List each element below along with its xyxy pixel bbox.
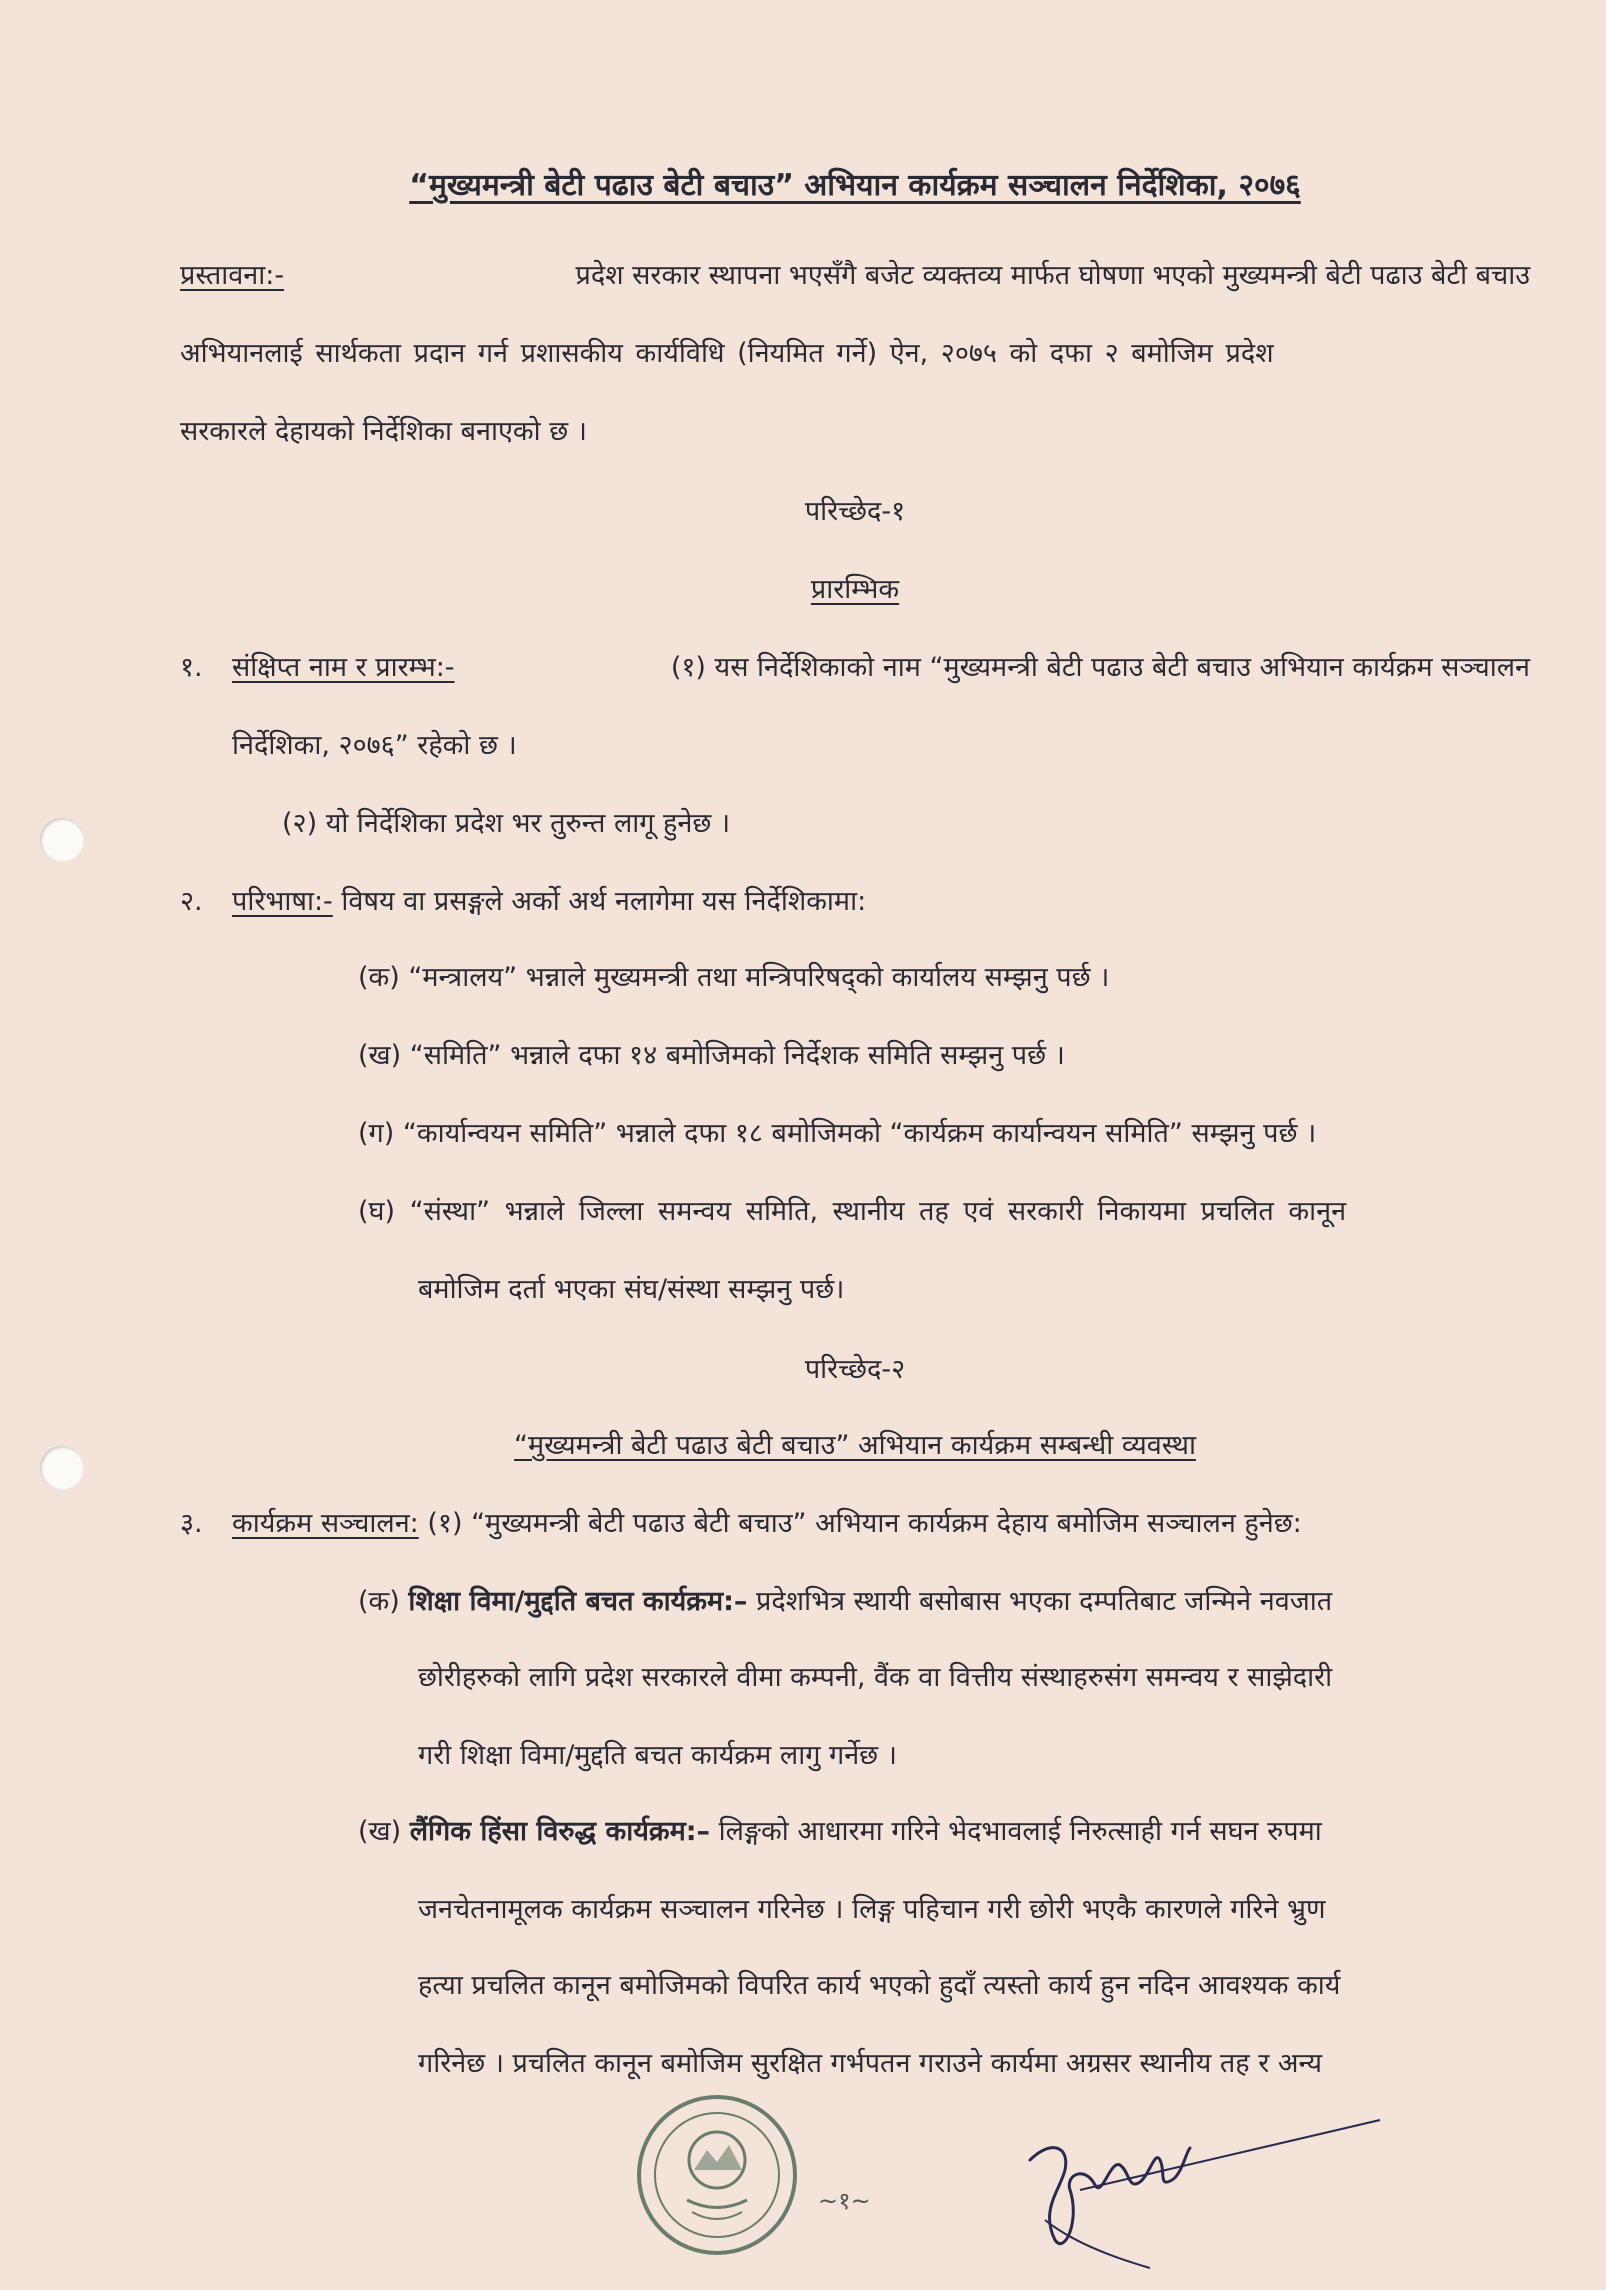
section-3-number: ३.: [180, 1508, 203, 1539]
clause-kha-line-1: [358, 1814, 1322, 1850]
preamble-line-2: अभियानलाई सार्थकता प्रदान गर्न प्रशासकीय कार्यविधि (नियमित गर्ने) ऐन, २०७५ को दफा २ बमोजिम प्रदेश: [180, 338, 1274, 369]
clause-kha-line-4: गरिनेछ । प्रचलित कानून बमोजिम सुरक्षित गर्भपतन गराउने कार्यमा अग्रसर स्थानीय तह र अन्य: [418, 2048, 1323, 2079]
official-seal: [632, 2090, 802, 2260]
clause-ka-line-1: [358, 1584, 1332, 1620]
chapter-2-heading: “मुख्यमन्त्री बेटी पढाउ बेटी बचाउ” अभियान कार्यक्रम सम्बन्धी व्यवस्था: [514, 1430, 1196, 1461]
document-title: “मुख्यमन्त्री बेटी पढाउ बेटी बचाउ” अभियान कार्यक्रम सञ्चालन निर्देशिका, २०७६: [409, 168, 1301, 203]
section-2-number: २.: [180, 886, 203, 917]
section-1-number: १.: [180, 652, 203, 683]
clause-kha-text-1: लिङ्गको आधारमा गरिने भेदभावलाई निरुत्साही गर्न सघन रुपमा: [718, 1816, 1322, 1847]
page-number: ~१~: [818, 2187, 871, 2215]
section-2-intro: विषय वा प्रसङ्गले अर्को अर्थ नलागेमा यस निर्देशिकामा:: [341, 886, 867, 917]
preamble-line-3: सरकारले देहायको निर्देशिका बनाएको छ ।: [180, 416, 587, 447]
clause-kha-line-2: जनचेतनामूलक कार्यक्रम सञ्चालन गरिनेछ । लिङ्ग पहिचान गरी छोरी भएकै कारणले गरिने भ्रुण: [418, 1894, 1326, 1925]
section-3-line-1: [232, 1506, 1302, 1542]
section-2-label: परिभाषा:-: [232, 886, 333, 917]
clause-ka-text-1: प्रदेशभित्र स्थायी बसोबास भएका दम्पतिबाट जन्मिने नवजात: [756, 1586, 1333, 1617]
preamble-line-1: [180, 258, 1530, 294]
punch-hole-bottom: [40, 1446, 84, 1490]
clause-ka-line-3: गरी शिक्षा विमा/मुद्दति बचत कार्यक्रम लागु गर्नेछ ।: [418, 1740, 897, 1771]
definition-ga: (ग) “कार्यान्वयन समिति” भन्नाले दफा १८ बमोजिमको “कार्यक्रम कार्यान्वयन समिति” सम्झनु पर्छ ।: [358, 1118, 1317, 1149]
clause-kha-line-3: हत्या प्रचलित कानून बमोजिमको विपरित कार्य भएको हुदाँ त्यस्तो कार्य हुन नदिन आवश्यक कार्य: [418, 1970, 1341, 2001]
clause-kha-marker: (ख): [358, 1816, 402, 1847]
chapter-1-heading: प्रारम्भिक: [810, 574, 900, 605]
clause-ka-title: शिक्षा विमा/मुद्दति बचत कार्यक्रम:–: [408, 1586, 748, 1617]
clause-ka-line-2: छोरीहरुको लागि प्रदेश सरकारले वीमा कम्पनी, वैंक वा वित्तीय संस्थाहरुसंग समन्वय र साझेदारी: [418, 1662, 1333, 1693]
section-3-label: कार्यक्रम सञ्चालन:: [232, 1508, 419, 1539]
chapter-2-number: परिच्छेद-२: [804, 1354, 906, 1385]
section-3-intro: (१) “मुख्यमन्त्री बेटी पढाउ बेटी बचाउ” अभियान कार्यक्रम देहाय बमोजिम सञ्चालन हुनेछ:: [427, 1508, 1302, 1539]
clause-kha-title: लैंगिक हिंसा विरुद्ध कार्यक्रम:–: [409, 1816, 711, 1847]
preamble-label: प्रस्तावना:-: [180, 260, 285, 291]
punch-hole-top: [40, 818, 84, 862]
section-1-text-1: (१) यस निर्देशिकाको नाम “मुख्यमन्त्री बेटी पढाउ बेटी बचाउ अभियान कार्यक्रम सञ्चालन: [670, 652, 1530, 683]
clause-ka-marker: (क): [358, 1586, 400, 1617]
definition-gha-line-2: बमोजिम दर्ता भएका संघ/संस्था सम्झनु पर्छ।: [418, 1274, 845, 1305]
preamble-text-1: प्रदेश सरकार स्थापना भएसँगै बजेट व्यक्तव्य मार्फत घोषणा भएको मुख्यमन्त्री बेटी पढाउ बेटी बचाउ: [575, 260, 1530, 291]
section-2-line-1: [232, 884, 866, 920]
signature: [1010, 2090, 1390, 2280]
definition-ka: (क) “मन्त्रालय” भन्नाले मुख्यमन्त्री तथा मन्त्रिपरिषद्को कार्यालय सम्झनु पर्छ ।: [358, 962, 1110, 993]
section-1-line-1: [232, 650, 1530, 686]
section-1-line-3: (२) यो निर्देशिका प्रदेश भर तुरुन्त लागू हुनेछ ।: [282, 808, 731, 839]
definition-kha: (ख) “समिति” भन्नाले दफा १४ बमोजिमको निर्देशक समिति सम्झनु पर्छ ।: [358, 1040, 1065, 1071]
definition-gha-line-1: (घ) “संस्था” भन्नाले जिल्ला समन्वय समिति, स्थानीय तह एवं सरकारी निकायमा प्रचलित कानून: [358, 1196, 1347, 1227]
section-1-label: संक्षिप्त नाम र प्रारम्भ:-: [232, 652, 455, 683]
section-1-line-2: निर्देशिका, २०७६” रहेको छ ।: [232, 730, 517, 761]
chapter-1-number: परिच्छेद-१: [804, 496, 906, 527]
